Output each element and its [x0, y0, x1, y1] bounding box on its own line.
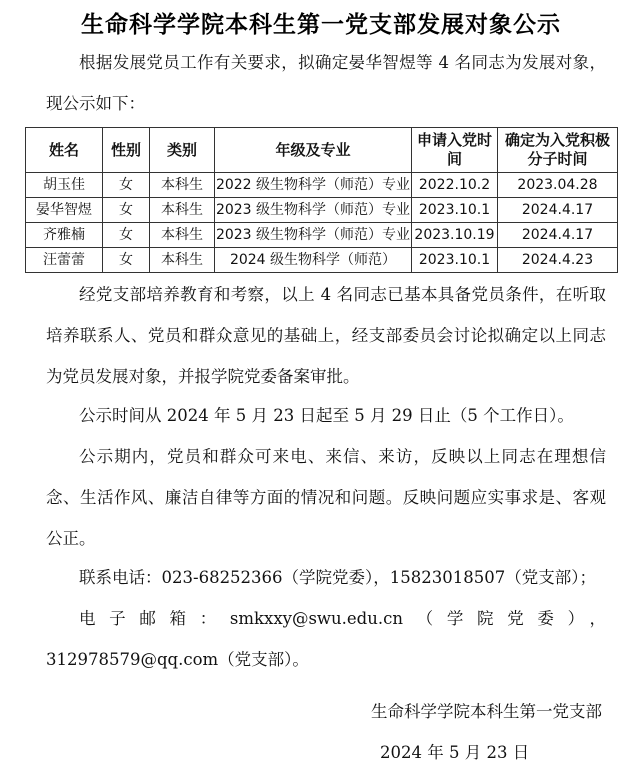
- cell-type: 本科生: [150, 198, 215, 223]
- cell-apply-time: 2023.10.1: [412, 248, 498, 273]
- cell-gender: 女: [103, 248, 150, 273]
- cell-activist-time: 2024.4.17: [498, 198, 618, 223]
- table-header-row: [26, 128, 618, 173]
- cell-name: 齐雅楠: [26, 223, 103, 248]
- header-type: 类别: [150, 128, 215, 173]
- document-title: 生命科学学院本科生第一党支部发展对象公示: [81, 12, 561, 38]
- cell-activist-time: 2023.04.28: [498, 173, 618, 198]
- cell-major: 2022 级生物科学（师范）专业: [215, 173, 412, 198]
- cell-major: 2023 级生物科学（师范）专业: [215, 223, 412, 248]
- document-date: 2024 年 5 月 23 日: [380, 743, 530, 762]
- header-gender: 性别: [103, 128, 150, 173]
- table-row: [26, 173, 618, 198]
- cell-type: 本科生: [150, 223, 215, 248]
- cell-apply-time: 2023.10.1: [412, 198, 498, 223]
- cell-type: 本科生: [150, 173, 215, 198]
- header-apply-time: 申请入党时间: [412, 128, 498, 173]
- intro-paragraph: 根据发展党员工作有关要求，拟确定晏华智煜等 4 名同志为发展对象，现公示如下：: [46, 53, 606, 113]
- cell-major: 2024 级生物科学（师范）: [215, 248, 412, 273]
- cell-gender: 女: [103, 173, 150, 198]
- cell-name: 汪蕾蕾: [26, 248, 103, 273]
- cell-type: 本科生: [150, 248, 215, 273]
- header-name: 姓名: [26, 128, 103, 173]
- period-paragraph: 公示时间从 2024 年 5 月 23 日起至 5 月 29 日止（5 个工作日）。: [79, 406, 574, 425]
- cell-major: 2023 级生物科学（师范）专业: [215, 198, 412, 223]
- training-paragraph: 经党支部培养教育和考察，以上 4 名同志已基本具备党员条件，在听取培养联系人、党员和群众意见的基础上，经支部委员会讨论拟确定以上同志为党员发展对象，并报学院党委备案审批。: [46, 285, 606, 386]
- cell-apply-time: 2022.10.2: [412, 173, 498, 198]
- cell-name: 胡玉佳: [26, 173, 103, 198]
- cell-activist-time: 2024.4.17: [498, 223, 618, 248]
- member-table: [25, 127, 618, 273]
- table-row: [26, 248, 618, 273]
- header-activist-time: 确定为入党积极分子时间: [498, 128, 618, 173]
- cell-gender: 女: [103, 198, 150, 223]
- cell-activist-time: 2024.4.23: [498, 248, 618, 273]
- cell-name: 晏华智煜: [26, 198, 103, 223]
- contact-email: 电子邮箱：smkxxy@swu.edu.cn（学院党委），312978579@qq.com（党支部）。: [46, 609, 606, 669]
- feedback-paragraph: 公示期内，党员和群众可来电、来信、来访，反映以上同志在理想信念、生活作风、廉洁自律等方面的情况和问题。反映问题应实事求是、客观公正。: [46, 447, 606, 548]
- table-row: [26, 223, 618, 248]
- header-major: 年级及专业: [215, 128, 412, 173]
- signature: 生命科学学院本科生第一党支部: [371, 702, 602, 721]
- table-row: [26, 198, 618, 223]
- cell-apply-time: 2023.10.19: [412, 223, 498, 248]
- cell-gender: 女: [103, 223, 150, 248]
- contact-phone: 联系电话：023-68252366（学院党委），15823018507（党支部）；: [79, 568, 597, 587]
